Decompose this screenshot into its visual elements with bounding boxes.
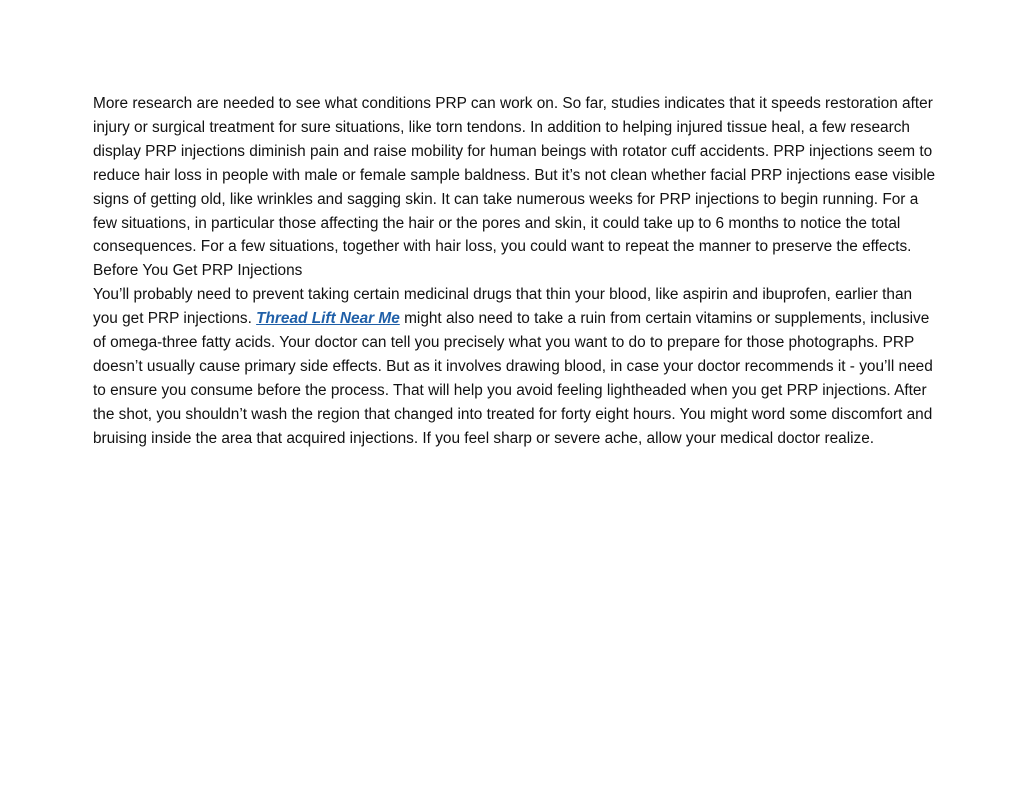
document-body — [93, 92, 938, 451]
section-heading: Before You Get PRP Injections — [93, 262, 303, 280]
paragraph-intro: More research are needed to see what conditions PRP can work on. So far, studies indicates that it speeds restoration after injury or surgical treatment for sure situations, like torn tendons. In addition to helping injured tissue heal, a few research display PRP injections diminish pain and raise mobility for human beings with rotator cuff accidents. PRP injections seem to reduce hair loss in people with male or female sample baldness. But it’s not clean whether facial PRP injections ease visible signs of getting old, like wrinkles and sagging skin. It can take numerous weeks for PRP injections to begin running. For a few situations, in particular those affecting the hair or the pores and skin, it could take up to 6 months to notice the total consequences. For a few situations, together with hair loss, you could want to repeat the manner to preserve the effects. — [93, 95, 936, 256]
thread-lift-link[interactable]: Thread Lift Near Me — [256, 310, 400, 328]
paragraph-preparation-start: You’ll probably need to prevent taking certain medicinal drugs that thin your blood, like aspirin and ibuprofen, earlier than you get PRP injections. — [93, 286, 913, 328]
paragraph-preparation — [93, 283, 938, 450]
paragraph-preparation-end: might also need to take a ruin from certain vitamins or supplements, inclusive of omega-three fatty acids. Your doctor can tell you precisely what you want to do to prepare for those photographs. PRP doesn’t usually cause primary side effects. But as it involves drawing blood, in case your doctor recommends it - you’ll need to ensure you consume before the process. That will help you avoid feeling lightheaded when you get PRP injections. After the shot, you shouldn’t wash the region that changed into treated for forty eight hours. You might word some discomfort and bruising inside the area that acquired injections. If you feel sharp or severe ache, allow your medical doctor realize. — [93, 310, 933, 447]
